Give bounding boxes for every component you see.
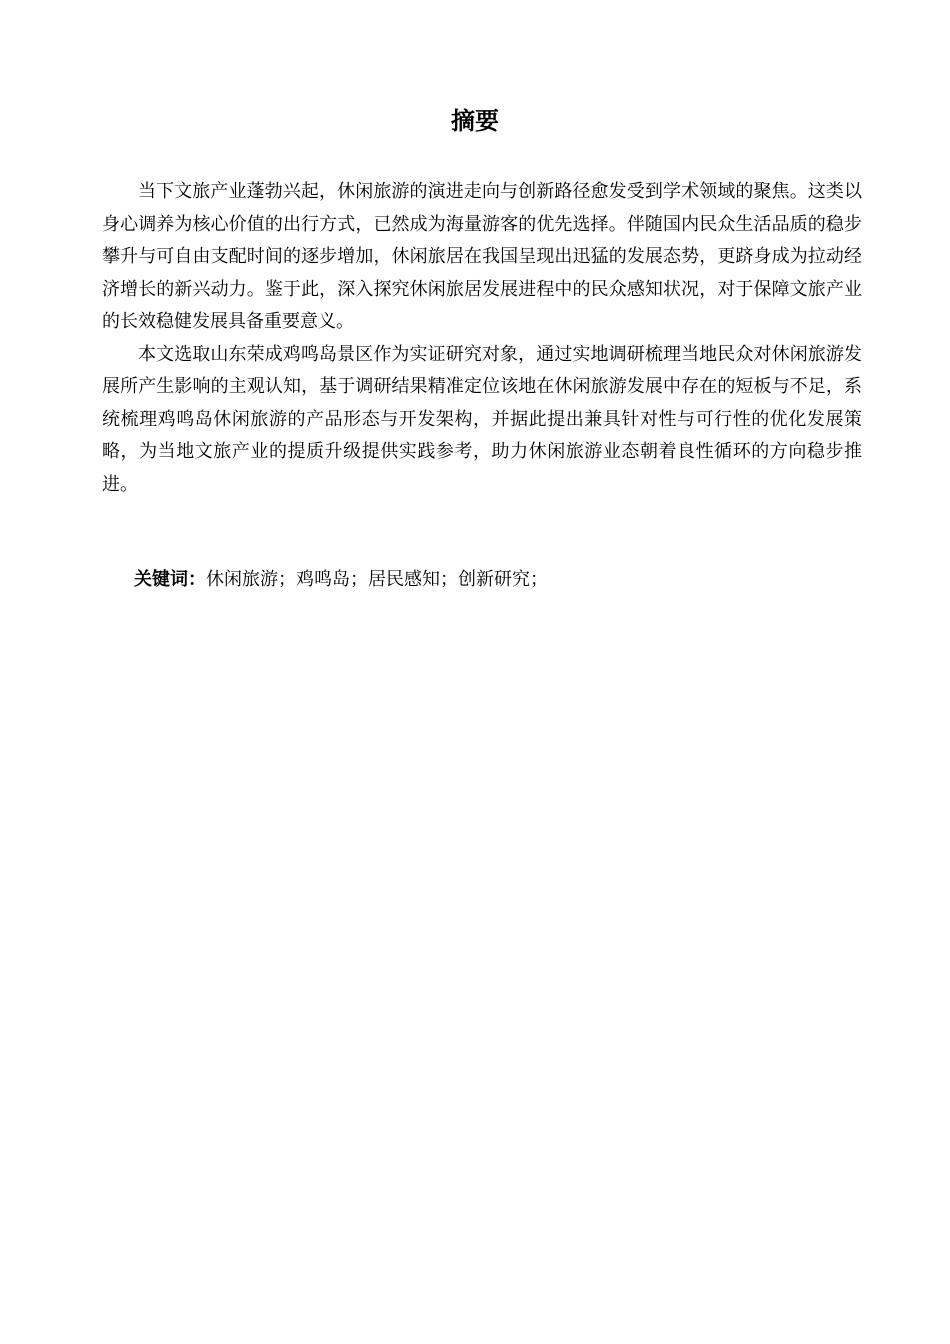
abstract-title: 摘要	[451, 107, 499, 135]
abstract-paragraph-1: 当下文旅产业蓬勃兴起，休闲旅游的演进走向与创新路径愈发受到学术领域的聚焦。这类以身心调养为核心价值的出行方式，已然成为海量游客的优先选择。伴随国内民众生活品质的稳步攀升与可自由支配时间的逐步增加，休闲旅居在我国呈现出迅猛的发展态势，更跻身成为拉动经济增长的新兴动力。鉴于此，深入探究休闲旅居发展进程中的民众感知状况，对于保障文旅产业的长效稳健发展具备重要意义。	[102, 181, 862, 332]
keywords-line	[134, 564, 854, 596]
keywords-label: 关键词：	[134, 569, 206, 590]
keywords-value: 休闲旅游；鸡鸣岛；居民感知；创新研究；	[206, 569, 548, 590]
abstract-body	[102, 176, 862, 501]
abstract-paragraph-2: 本文选取山东荣成鸡鸣岛景区作为实证研究对象，通过实地调研梳理当地民众对休闲旅游发展所产生影响的主观认知，基于调研结果精准定位该地在休闲旅游发展中存在的短板与不足，系统梳理鸡鸣岛休闲旅游的产品形态与开发架构，并据此提出兼具针对性与可行性的优化发展策略，为当地文旅产业的提质升级提供实践参考，助力休闲旅游业态朝着良性循环的方向稳步推进。	[102, 343, 862, 495]
